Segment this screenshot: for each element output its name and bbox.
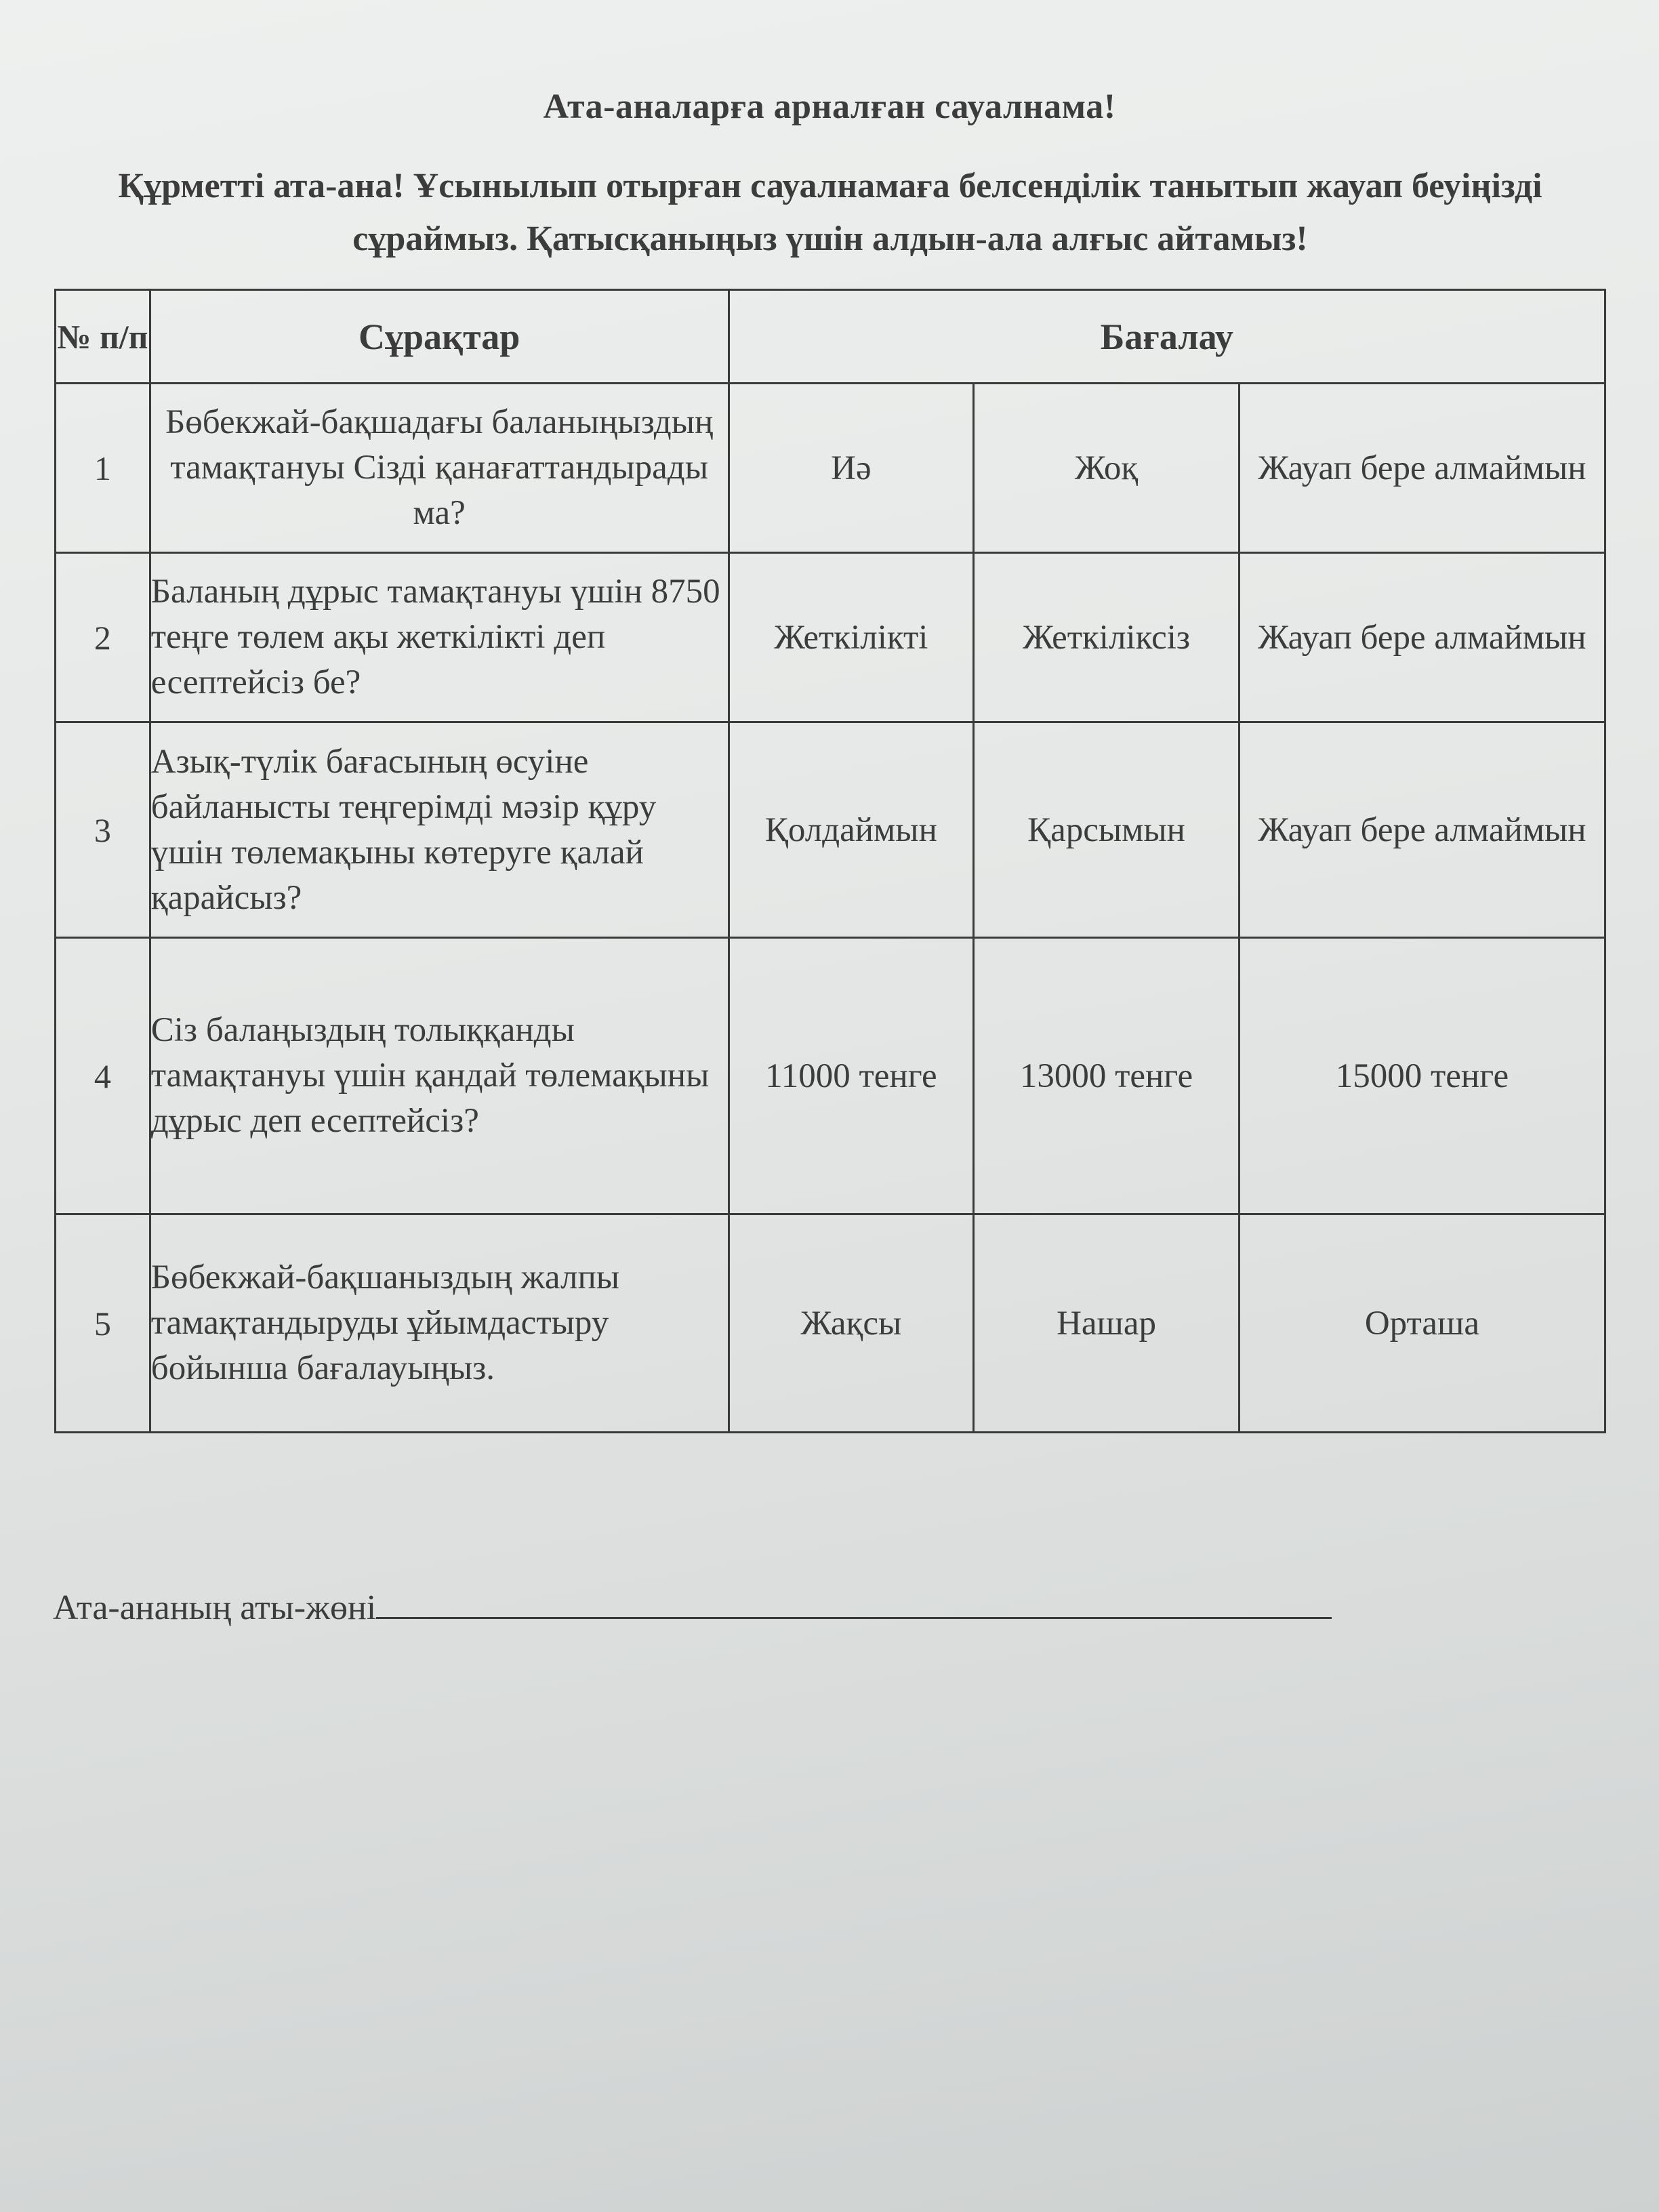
signature-label: Ата-ананың аты-жөні [53, 1589, 377, 1627]
table-row [56, 722, 1605, 938]
question-text: Сіз балаңыздың толыққанды тамақтануы үшін қандай төлемақыны дұрыс деп есептейсіз? [150, 938, 729, 1214]
option-cell[interactable]: Жеткілікті [729, 553, 974, 722]
option-cell[interactable]: Нашар [974, 1214, 1240, 1433]
question-text: Баланың дұрыс тамақтануы үшін 8750 теңге төлем ақы жеткілікті деп есептейсіз бе? [150, 553, 729, 722]
option-cell[interactable]: Орташа [1239, 1214, 1605, 1433]
header-rating: Бағалау [729, 290, 1605, 384]
option-cell[interactable]: Қолдаймын [729, 722, 974, 938]
row-number: 4 [56, 938, 150, 1214]
question-text: Бөбекжай-бақшадағы баланыңыздың тамақтануы Сізді қанағаттандырады ма? [150, 384, 729, 553]
row-number: 1 [56, 384, 150, 553]
row-number: 2 [56, 553, 150, 722]
page-title: Ата-аналарға арналған сауалнама! [543, 87, 1116, 126]
signature-block [53, 1583, 1332, 1628]
signature-line[interactable] [376, 1583, 1332, 1619]
option-cell[interactable]: Қарсымын [974, 722, 1240, 938]
option-cell[interactable]: Иә [729, 384, 974, 553]
option-cell[interactable]: Жеткіліксіз [974, 553, 1240, 722]
question-text: Азық-түлік бағасының өсуіне байланысты теңгерімді мәзір құру үшін төлемақыны көтеруге қалай қарайсыз? [150, 722, 729, 938]
option-cell[interactable]: Жауап бере алмаймын [1239, 384, 1605, 553]
table-row [56, 938, 1605, 1214]
header-questions: Сұрақтар [150, 290, 729, 384]
table-header-row [56, 290, 1605, 384]
table-row [56, 553, 1605, 722]
table-row [56, 384, 1605, 553]
header-number: № п/п [56, 290, 150, 384]
row-number: 5 [56, 1214, 150, 1433]
survey-table [54, 289, 1606, 1433]
row-number: 3 [56, 722, 150, 938]
option-cell[interactable]: 15000 тенге [1239, 938, 1605, 1214]
question-text: Бөбекжай-бақшаныздың жалпы тамақтандыруды ұйымдастыру бойынша бағалауыңыз. [150, 1214, 729, 1433]
option-cell[interactable]: Жақсы [729, 1214, 974, 1433]
option-cell[interactable]: 13000 тенге [974, 938, 1240, 1214]
option-cell[interactable]: Жауап бере алмаймын [1239, 553, 1605, 722]
intro-text: Құрметті ата-ана! Ұсынылып отырған сауалнамаға белсенділік танытып жауап беуіңізді сұраймыз. Қатысқаныңыз үшін алдын-ала алғыс айтамыз! [118, 167, 1542, 258]
option-cell[interactable]: 11000 тенге [729, 938, 974, 1214]
option-cell[interactable]: Жауап бере алмаймын [1239, 722, 1605, 938]
option-cell[interactable]: Жоқ [974, 384, 1240, 553]
table-row [56, 1214, 1605, 1433]
